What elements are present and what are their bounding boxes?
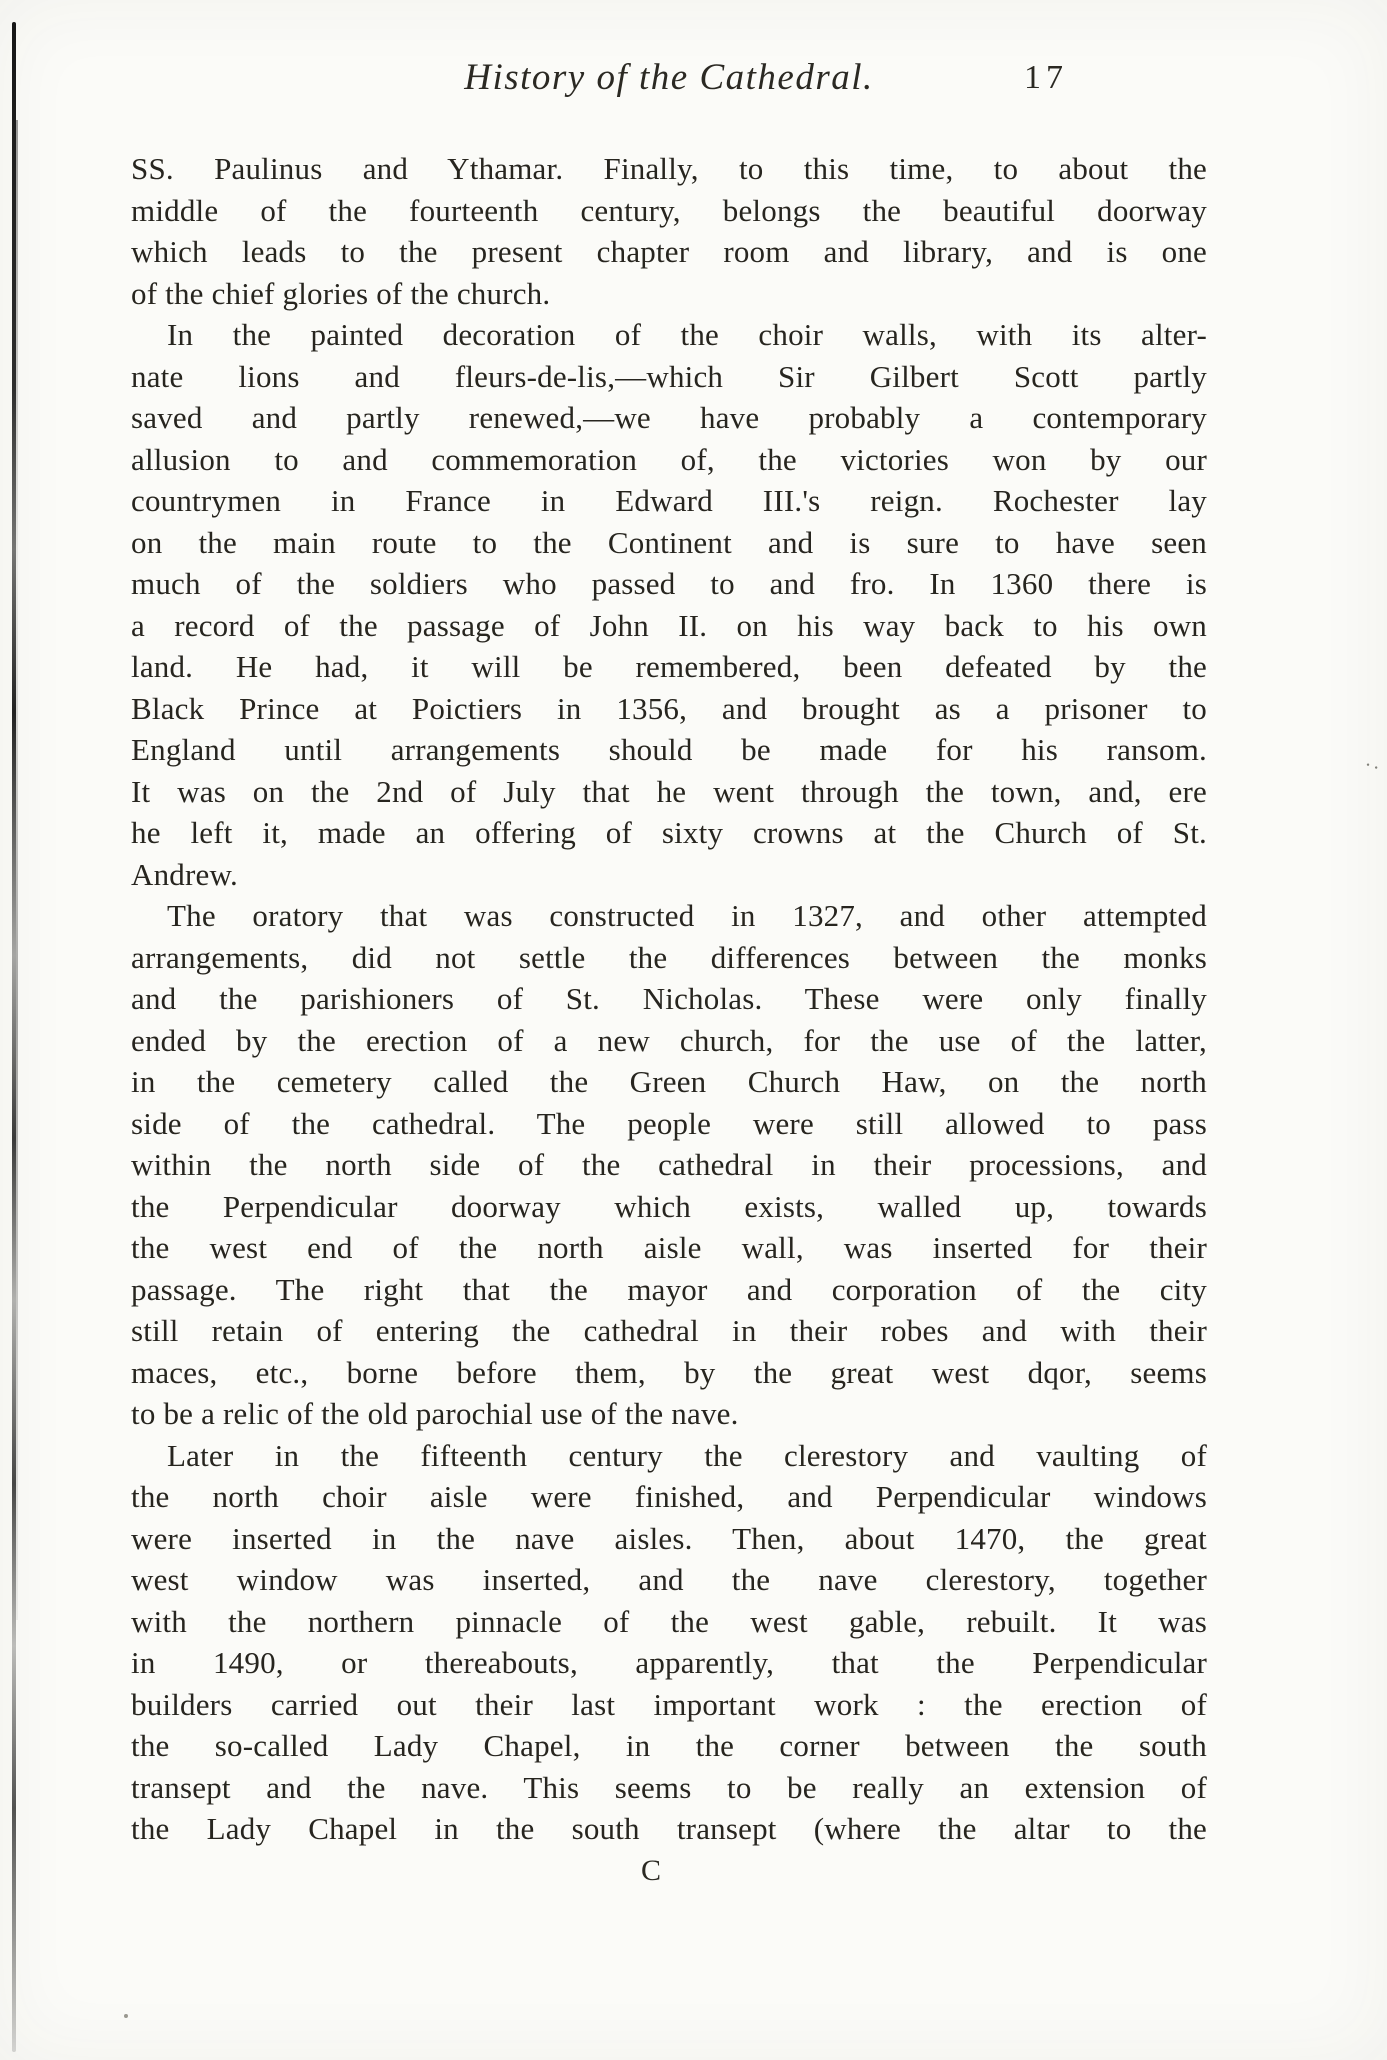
paragraph [131,1435,1207,1850]
text-line: ended by the erection of a new church, for the use of the latter, [131,1022,1207,1058]
text-line: SS. Paulinus and Ythamar. Finally, to this time, to about the [131,151,1207,186]
text-line: of the chief glories of the church. [131,275,551,311]
text-line: were inserted in the nave aisles. Then, about 1470, the great [131,1520,1207,1556]
text-line: land. He had, it will be remembered, been defeated by the [131,649,1207,684]
text-line: middle of the fourteenth century, belongs the beautiful doorway [131,192,1207,228]
text-line: on the main route to the Continent and is sure to have seen [131,524,1207,560]
text-line: within the north side of the cathedral in their processions, and [131,1147,1207,1182]
text-line: transept and the nave. This seems to be really an extension of [131,1769,1207,1805]
text-line: the so-called Lady Chapel, in the corner between the south [131,1728,1207,1763]
paragraph [131,314,1207,895]
text-line: saved and partly renewed,—we have probably a contemporary [131,400,1207,435]
text-line: England until arrangements should be made for his ransom. [131,732,1207,767]
text-line: the north choir aisle were finished, and Perpendicular windows [131,1479,1207,1514]
text-line: in 1490, or thereabouts, apparently, that the Perpendicular [131,1645,1207,1680]
text-line: the west end of the north aisle wall, was inserted for their [131,1230,1207,1265]
running-header [131,56,1207,116]
text-line: with the northern pinnacle of the west gable, rebuilt. It was [131,1603,1207,1639]
text-line: Black Prince at Poictiers in 1356, and brought as a prisoner to [131,690,1207,726]
text-line: and the parishioners of St. Nicholas. These were only finally [131,981,1207,1016]
scan-speck: ·· [1360,753,1385,781]
text-line: the Perpendicular doorway which exists, walled up, towards [131,1188,1207,1224]
text-line: It was on the 2nd of July that he went through the town, and, ere [131,773,1207,809]
text-line: Later in the fifteenth century the clerestory and vaulting of [167,1437,1207,1473]
scan-dot [124,2014,128,2018]
text-line: in the cemetery called the Green Church Haw, on the north [131,1064,1207,1099]
text-line: builders carried out their last important work : the erection of [131,1686,1207,1722]
text-line: he left it, made an offering of sixty crowns at the Church of St. [131,815,1207,850]
text-line: to be a relic of the old parochial use of the nave. [131,1396,739,1431]
text-line: arrangements, did not settle the differences between the monks [131,939,1207,975]
signature-mark: C [640,1854,661,1887]
page-number: 17 [1024,59,1068,96]
text-line: west window was inserted, and the nave clerestory, together [131,1562,1207,1597]
text-line: passage. The right that the mayor and corporation of the city [131,1271,1207,1307]
text-line: a record of the passage of John II. on his way back to his own [131,607,1207,643]
paragraph [131,895,1207,1435]
text-line: countrymen in France in Edward III.'s reign. Rochester lay [131,483,1207,518]
binding-edge-streak-secondary [16,120,18,1620]
text-line: which leads to the present chapter room and library, and is one [131,234,1207,269]
text-line: side of the cathedral. The people were still allowed to pass [131,1105,1207,1141]
text-line: allusion to and commemoration of, the victories won by our [131,441,1207,477]
text-line: In the painted decoration of the choir walls, with its alter- [167,317,1207,352]
text-line: Andrew. [131,856,238,892]
text-line: still retain of entering the cathedral in their robes and with their [131,1313,1207,1348]
paragraph [131,148,1207,314]
text-line: maces, etc., borne before them, by the great west dqor, seems [131,1354,1207,1390]
page-body [131,148,1207,1850]
text-line: the Lady Chapel in the south transept (where the altar to the [131,1811,1207,1846]
page-title: History of the Cathedral. [464,57,874,98]
text-line: much of the soldiers who passed to and fro. In 1360 there is [131,566,1207,601]
text-line: nate lions and fleurs-de-lis,—which Sir Gilbert Scott partly [131,358,1207,394]
text-line: The oratory that was constructed in 1327, and other attempted [167,898,1207,933]
